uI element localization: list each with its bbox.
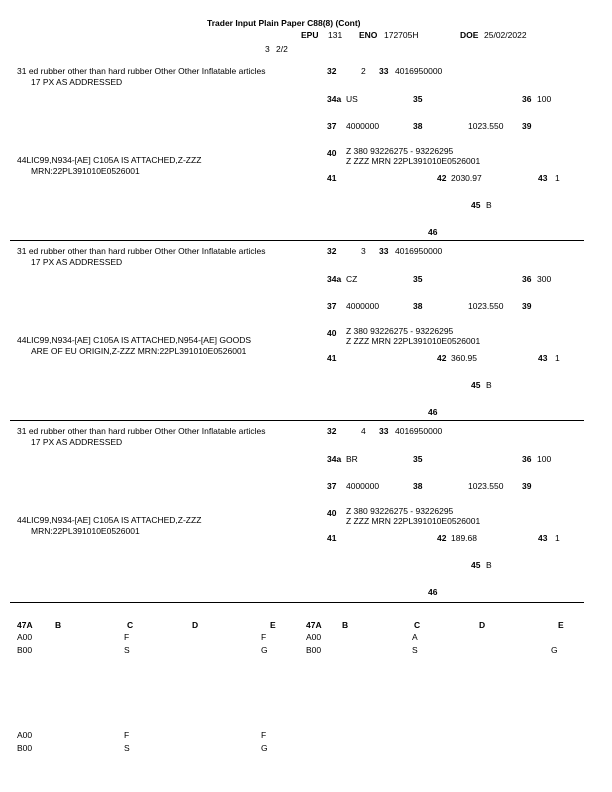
box47-bottom-row-type: A00: [17, 730, 33, 740]
box44-line1: 44LIC99,N934-[AE] C105A IS ATTACHED,N954-[AE] GOODS: [17, 335, 252, 345]
box40-label: 40: [327, 508, 337, 518]
box45-value: B: [486, 200, 492, 210]
cpc-code: 4000000: [346, 481, 380, 491]
box47-right-header-c: C: [414, 620, 421, 630]
box47-right-row-type: B00: [306, 645, 322, 655]
box36-value: 100: [537, 454, 552, 464]
box35-label: 35: [413, 454, 423, 464]
box47-right-header-e: E: [558, 620, 564, 630]
net-mass: 1023.550: [468, 301, 504, 311]
box43-value: 1: [555, 533, 560, 543]
box34a-label: 34a: [327, 274, 342, 284]
box40-label: 40: [327, 328, 337, 338]
box38-label: 38: [413, 121, 423, 131]
box47-left-header-c: C: [127, 620, 134, 630]
item-block: [0, 426, 612, 606]
item-description: 31 ed rubber other than hard rubber Other Other Inflatable articles: [17, 426, 266, 436]
box46-label: 46: [428, 587, 438, 597]
box44-line1: 44LIC99,N934-[AE] C105A IS ATTACHED,Z-ZZZ: [17, 155, 202, 165]
previous-document-line1: Z 380 93226275 - 93226295: [346, 146, 454, 156]
box44-line2: MRN:22PL391010E0526001: [31, 166, 140, 176]
box47-left-row-c: F: [124, 632, 130, 642]
cpc-code: 4000000: [346, 301, 380, 311]
net-mass: 1023.550: [468, 481, 504, 491]
box46-label: 46: [428, 227, 438, 237]
box45-label: 45: [471, 380, 481, 390]
box37-label: 37: [327, 121, 337, 131]
box47-right-row-e: G: [551, 645, 558, 655]
doe-value: 25/02/2022: [484, 30, 527, 40]
box47-left-header-47a: 47A: [17, 620, 33, 630]
box47-left-row-c: S: [124, 645, 130, 655]
cpc-code: 4000000: [346, 121, 380, 131]
box45-label: 45: [471, 560, 481, 570]
box38-label: 38: [413, 301, 423, 311]
box43-value: 1: [555, 353, 560, 363]
previous-document-line2: Z ZZZ MRN 22PL391010E0526001: [346, 156, 481, 166]
box47-left-row-e: G: [261, 645, 268, 655]
item-block: [0, 66, 612, 246]
box47-left-row-type: A00: [17, 632, 33, 642]
box37-label: 37: [327, 481, 337, 491]
box47-left-header-d: D: [192, 620, 199, 630]
epu-value: 131: [328, 30, 343, 40]
box47-right-header-d: D: [479, 620, 486, 630]
epu-label: EPU: [301, 30, 319, 40]
box36-label: 36: [522, 94, 532, 104]
box47-right-row-c: A: [412, 632, 418, 642]
box47-right-header-47a: 47A: [306, 620, 322, 630]
box47-left-row-e: F: [261, 632, 267, 642]
item-packages: 17 PX AS ADDRESSED: [31, 77, 123, 87]
box33-label: 33: [379, 426, 389, 436]
item-packages: 17 PX AS ADDRESSED: [31, 437, 123, 447]
box47-bottom-row-type: B00: [17, 743, 33, 753]
doe-label: DOE: [460, 30, 479, 40]
box34a-label: 34a: [327, 94, 342, 104]
country-of-origin: CZ: [346, 274, 358, 284]
box47-right-row-type: A00: [306, 632, 322, 642]
box47-right-row-c: S: [412, 645, 418, 655]
box47-bottom-row-e: F: [261, 730, 267, 740]
item-number: 2: [361, 66, 366, 76]
commodity-code: 4016950000: [395, 246, 443, 256]
previous-document-line1: Z 380 93226275 - 93226295: [346, 326, 454, 336]
box47-left-header-b: B: [55, 620, 62, 630]
box43-label: 43: [538, 353, 548, 363]
country-of-origin: BR: [346, 454, 358, 464]
box47-right-header-b: B: [342, 620, 349, 630]
item-number: 4: [361, 426, 366, 436]
box42-label: 42: [437, 533, 447, 543]
eno-label: ENO: [359, 30, 378, 40]
box47-left-header-e: E: [270, 620, 276, 630]
commodity-code: 4016950000: [395, 426, 443, 436]
box33-label: 33: [379, 66, 389, 76]
box44-line2: ARE OF EU ORIGIN,Z-ZZZ MRN:22PL391010E0526001: [31, 346, 247, 356]
box36-value: 300: [537, 274, 552, 284]
item-price: 360.95: [451, 353, 477, 363]
box39-label: 39: [522, 481, 532, 491]
box40-label: 40: [327, 148, 337, 158]
commodity-code: 4016950000: [395, 66, 443, 76]
previous-document-line2: Z ZZZ MRN 22PL391010E0526001: [346, 516, 481, 526]
page-of: 2/2: [276, 44, 288, 54]
box32-label: 32: [327, 246, 337, 256]
box43-label: 43: [538, 533, 548, 543]
box35-label: 35: [413, 274, 423, 284]
net-mass: 1023.550: [468, 121, 504, 131]
item-divider: [10, 602, 584, 603]
box43-value: 1: [555, 173, 560, 183]
item-price: 2030.97: [451, 173, 482, 183]
box36-value: 100: [537, 94, 552, 104]
previous-document-line2: Z ZZZ MRN 22PL391010E0526001: [346, 336, 481, 346]
box39-label: 39: [522, 121, 532, 131]
box47-bottom-row-c: S: [124, 743, 130, 753]
box41-label: 41: [327, 173, 337, 183]
item-divider: [10, 240, 584, 241]
box45-value: B: [486, 380, 492, 390]
eno-value: 172705H: [384, 30, 419, 40]
box36-label: 36: [522, 454, 532, 464]
country-of-origin: US: [346, 94, 358, 104]
box47-left-row-type: B00: [17, 645, 33, 655]
box41-label: 41: [327, 353, 337, 363]
box35-label: 35: [413, 94, 423, 104]
box39-label: 39: [522, 301, 532, 311]
box38-label: 38: [413, 481, 423, 491]
box46-label: 46: [428, 407, 438, 417]
box41-label: 41: [327, 533, 337, 543]
box42-label: 42: [437, 353, 447, 363]
page-title: Trader Input Plain Paper C88(8) (Cont): [207, 18, 361, 28]
box44-line1: 44LIC99,N934-[AE] C105A IS ATTACHED,Z-ZZZ: [17, 515, 202, 525]
box33-label: 33: [379, 246, 389, 256]
box32-label: 32: [327, 426, 337, 436]
item-number: 3: [361, 246, 366, 256]
box47-bottom-row-e: G: [261, 743, 268, 753]
box44-line2: MRN:22PL391010E0526001: [31, 526, 140, 536]
page-number: 3: [265, 44, 270, 54]
item-divider: [10, 420, 584, 421]
box37-label: 37: [327, 301, 337, 311]
box34a-label: 34a: [327, 454, 342, 464]
box36-label: 36: [522, 274, 532, 284]
item-description: 31 ed rubber other than hard rubber Other Other Inflatable articles: [17, 66, 266, 76]
box45-value: B: [486, 560, 492, 570]
item-description: 31 ed rubber other than hard rubber Other Other Inflatable articles: [17, 246, 266, 256]
box42-label: 42: [437, 173, 447, 183]
previous-document-line1: Z 380 93226275 - 93226295: [346, 506, 454, 516]
box45-label: 45: [471, 200, 481, 210]
item-packages: 17 PX AS ADDRESSED: [31, 257, 123, 267]
item-price: 189.68: [451, 533, 477, 543]
box43-label: 43: [538, 173, 548, 183]
item-block: [0, 246, 612, 426]
box47-bottom-row-c: F: [124, 730, 130, 740]
box32-label: 32: [327, 66, 337, 76]
